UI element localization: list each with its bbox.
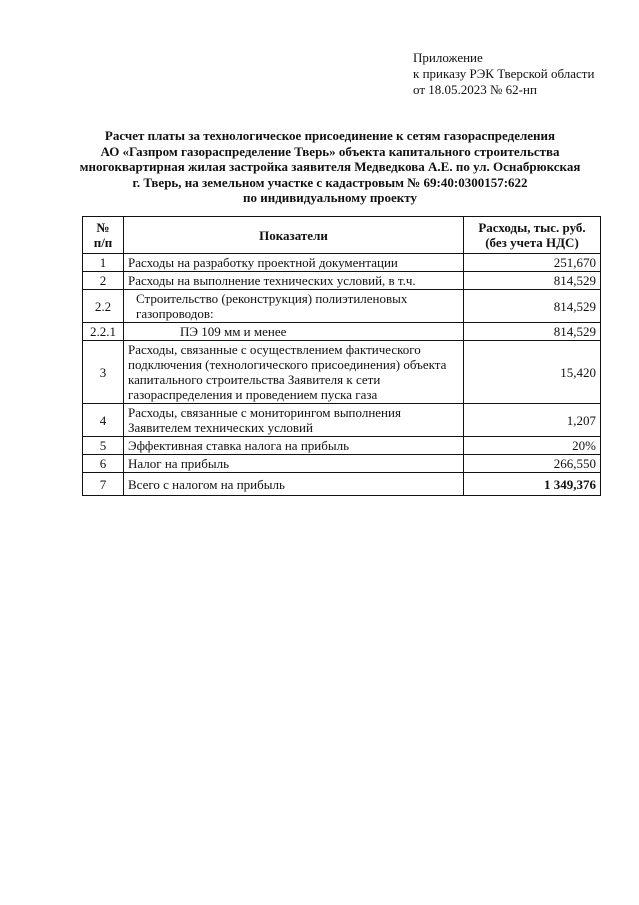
row-name: Эффективная ставка налога на прибыль	[124, 437, 464, 455]
header-num-line2: п/п	[93, 235, 113, 250]
row-name: Расходы, связанные с мониторингом выполнения Заявителем технических условий	[124, 404, 464, 437]
row-num: 7	[83, 473, 124, 496]
title-line: многоквартирная жилая застройка заявителя Медведкова А.Е. по ул. Оснабрюкская	[79, 159, 581, 174]
row-value-total: 1 349,376	[464, 473, 601, 496]
row-name: Расходы, связанные с осуществлением фактического подключения (технологического присоединения) объекта капитального строительства Заявителя к сети газораспределения и проведением пуска газа	[124, 341, 464, 404]
appendix-line: Приложение	[413, 50, 483, 65]
title-line: АО «Газпром газораспределение Тверь» объекта капитального строительства	[100, 143, 560, 159]
row-num: 4	[83, 404, 124, 437]
appendix-line: от 18.05.2023 № 62-нп	[413, 82, 537, 97]
row-value: 15,420	[464, 341, 601, 404]
header-name: Показатели	[124, 217, 464, 254]
row-num: 2.2	[83, 290, 124, 323]
table-header-row	[83, 217, 601, 254]
row-value: 814,529	[464, 290, 601, 323]
row-name: Налог на прибыль	[124, 455, 464, 473]
row-value: 251,670	[464, 254, 601, 272]
row-name: Расходы на разработку проектной документации	[124, 254, 464, 272]
table-row	[83, 272, 601, 290]
appendix-line: к приказу РЭК Тверской области	[413, 66, 595, 81]
row-value: 814,529	[464, 272, 601, 290]
header-value-line1: Расходы, тыс. руб.	[478, 220, 586, 235]
row-num: 3	[83, 341, 124, 404]
header-value-line2: (без учета НДС)	[485, 235, 579, 250]
title-line: г. Тверь, на земельном участке с кадастровым № 69:40:0300157:622	[132, 174, 528, 190]
row-value: 814,529	[464, 323, 601, 341]
header-value	[464, 217, 601, 254]
title-line: Расчет платы за технологическое присоединение к сетям газораспределения	[104, 128, 556, 143]
row-name: Строительство (реконструкция) полиэтиленовых газопроводов:	[124, 290, 464, 323]
row-value: 1,207	[464, 404, 601, 437]
title-line: по индивидуальному проекту	[242, 190, 418, 205]
cost-table	[82, 216, 601, 496]
row-num: 1	[83, 254, 124, 272]
table-row	[83, 437, 601, 455]
table-row-total	[83, 473, 601, 496]
row-value: 266,550	[464, 455, 601, 473]
table-row	[83, 290, 601, 323]
row-name: ПЭ 109 мм и менее	[124, 323, 464, 341]
table-row	[83, 323, 601, 341]
row-value: 20%	[464, 437, 601, 455]
table-row	[83, 404, 601, 437]
row-num: 6	[83, 455, 124, 473]
row-num: 2.2.1	[83, 323, 124, 341]
document-title	[70, 128, 590, 206]
row-name: Расходы на выполнение технических условий, в т.ч.	[124, 272, 464, 290]
appendix-note	[413, 50, 594, 98]
header-num	[83, 217, 124, 254]
row-name: Всего с налогом на прибыль	[124, 473, 464, 496]
row-num: 2	[83, 272, 124, 290]
table-row	[83, 254, 601, 272]
table-row	[83, 455, 601, 473]
header-num-line1: №	[96, 220, 110, 235]
table-row	[83, 341, 601, 404]
row-num: 5	[83, 437, 124, 455]
